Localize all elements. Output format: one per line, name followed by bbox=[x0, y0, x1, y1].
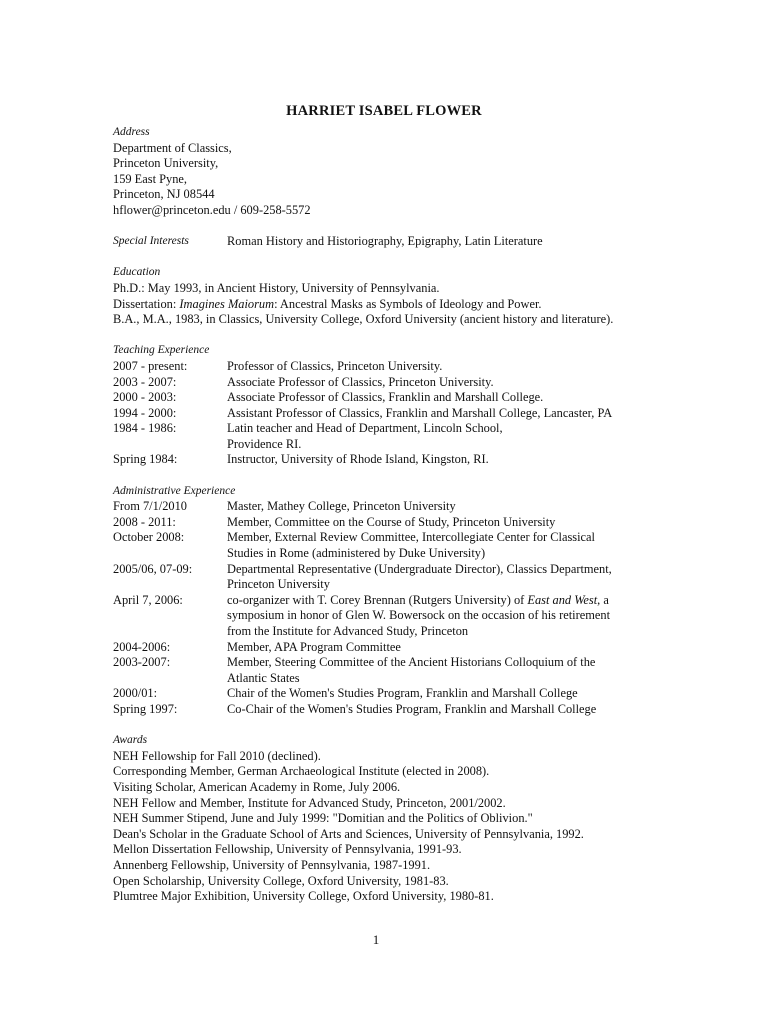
award-item: Mellon Dissertation Fellowship, University of Pennsylvania, 1991-93. bbox=[113, 842, 462, 857]
admin-date: Spring 1997: bbox=[113, 701, 178, 716]
teaching-heading: Teaching Experience bbox=[113, 344, 210, 357]
admin-section bbox=[113, 484, 673, 718]
admin-desc-cont: from the Institute for Advanced Study, Princeton bbox=[227, 624, 469, 638]
education-dissertation bbox=[113, 297, 673, 313]
admin-date: 2004-2006: bbox=[113, 639, 171, 654]
education-phd: Ph.D.: May 1993, in Ancient History, University of Pennsylvania. bbox=[113, 280, 440, 295]
admin-desc: Co-Chair of the Women's Studies Program, Franklin and Marshall College bbox=[227, 701, 597, 716]
award-item: Plumtree Major Exhibition, University College, Oxford University, 1980-81. bbox=[113, 889, 494, 904]
admin-date: October 2008: bbox=[113, 530, 185, 545]
admin-desc-part: , a bbox=[597, 592, 609, 607]
admin-row bbox=[113, 499, 673, 515]
admin-row bbox=[113, 593, 673, 640]
admin-desc-cont: Studies in Rome (administered by Duke University) bbox=[227, 546, 486, 561]
admin-desc-cont: Princeton University bbox=[227, 577, 330, 592]
symposium-title: East and West bbox=[527, 592, 598, 607]
admin-row bbox=[113, 686, 673, 702]
admin-row bbox=[113, 515, 673, 531]
admin-date: From 7/1/2010 bbox=[113, 499, 188, 514]
teaching-date: 2000 - 2003: bbox=[113, 390, 177, 405]
award-item: NEH Fellow and Member, Institute for Advanced Study, Princeton, 2001/2002. bbox=[113, 795, 506, 810]
admin-desc: Member, APA Program Committee bbox=[227, 639, 401, 654]
admin-date: 2003-2007: bbox=[113, 655, 171, 670]
admin-row bbox=[113, 530, 673, 561]
education-heading: Education bbox=[113, 266, 161, 279]
teaching-desc: Assistant Professor of Classics, Franklin and Marshall College, Lancaster, PA bbox=[227, 405, 613, 420]
teaching-date: 1994 - 2000: bbox=[113, 405, 177, 420]
admin-desc-part: co-organizer with T. Corey Brennan (Rutgers University) of bbox=[227, 592, 528, 607]
dissertation-title: Imagines Maiorum bbox=[179, 296, 275, 311]
teaching-row bbox=[113, 452, 673, 468]
awards-section bbox=[113, 733, 673, 905]
admin-desc: Member, Committee on the Course of Study, Princeton University bbox=[227, 514, 556, 529]
address-line: 159 East Pyne, bbox=[113, 171, 187, 186]
teaching-desc: Instructor, University of Rhode Island, Kingston, RI. bbox=[227, 452, 489, 467]
admin-heading: Administrative Experience bbox=[113, 484, 236, 497]
admin-row bbox=[113, 655, 673, 686]
teaching-row bbox=[113, 375, 673, 391]
teaching-desc: Associate Professor of Classics, Franklin and Marshall College. bbox=[227, 390, 544, 405]
admin-row bbox=[113, 562, 673, 593]
dissertation-label: Dissertation: bbox=[113, 296, 180, 311]
award-item: Dean's Scholar in the Graduate School of Arts and Sciences, University of Pennsylvania, 1992. bbox=[113, 826, 584, 841]
address-line: Department of Classics, bbox=[113, 140, 232, 155]
address-heading: Address bbox=[113, 126, 150, 138]
teaching-date: 2007 - present: bbox=[113, 358, 188, 373]
contact-line: hflower@princeton.edu / 609-258-5572 bbox=[113, 202, 311, 217]
awards-heading: Awards bbox=[113, 734, 148, 747]
cv-content bbox=[113, 125, 673, 905]
teaching-section bbox=[113, 343, 673, 468]
page-number: 1 bbox=[372, 932, 380, 947]
admin-desc: Member, External Review Committee, Intercollegiate Center for Classical bbox=[227, 530, 595, 545]
teaching-row bbox=[113, 359, 673, 375]
admin-date: 2000/01: bbox=[113, 686, 158, 701]
admin-desc: Departmental Representative (Undergraduate Director), Classics Department, bbox=[227, 561, 612, 576]
admin-date: 2005/06, 07-09: bbox=[113, 561, 193, 576]
special-interests-row bbox=[113, 234, 673, 250]
award-item: NEH Fellowship for Fall 2010 (declined). bbox=[113, 748, 321, 763]
teaching-date: 2003 - 2007: bbox=[113, 374, 177, 389]
award-item: Visiting Scholar, American Academy in Rome, July 2006. bbox=[113, 779, 401, 794]
education-ba: B.A., M.A., 1983, in Classics, University College, Oxford University (ancient history and literature). bbox=[113, 312, 614, 327]
address-line: Princeton University, bbox=[113, 156, 219, 171]
teaching-row bbox=[113, 421, 673, 452]
admin-desc bbox=[227, 593, 673, 609]
admin-desc-cont: Atlantic States bbox=[227, 670, 300, 685]
admin-desc: Master, Mathey College, Princeton University bbox=[227, 499, 456, 514]
admin-desc: Chair of the Women's Studies Program, Franklin and Marshall College bbox=[227, 686, 578, 701]
admin-row bbox=[113, 702, 673, 718]
dissertation-rest: : Ancestral Masks as Symbols of Ideology and Power. bbox=[274, 296, 542, 311]
admin-desc: Member, Steering Committee of the Ancient Historians Colloquium of the bbox=[227, 655, 596, 670]
award-item: NEH Summer Stipend, June and July 1999: "Domitian and the Politics of Oblivion." bbox=[113, 811, 533, 826]
award-item: Annenberg Fellowship, University of Pennsylvania, 1987-1991. bbox=[113, 857, 431, 872]
admin-date: 2008 - 2011: bbox=[113, 514, 176, 529]
teaching-desc: Professor of Classics, Princeton University. bbox=[227, 358, 443, 373]
teaching-desc-cont: Providence RI. bbox=[227, 436, 302, 451]
special-interests-text: Roman History and Historiography, Epigraphy, Latin Literature bbox=[227, 234, 543, 249]
address-section bbox=[113, 125, 673, 219]
admin-date: April 7, 2006: bbox=[113, 592, 183, 607]
education-section bbox=[113, 265, 673, 327]
special-interests-heading: Special Interests bbox=[113, 235, 189, 248]
document-title: HARRIET ISABEL FLOWER bbox=[286, 103, 482, 119]
admin-row bbox=[113, 640, 673, 656]
award-item: Open Scholarship, University College, Oxford University, 1981-83. bbox=[113, 873, 449, 888]
teaching-row bbox=[113, 406, 673, 422]
teaching-desc: Latin teacher and Head of Department, Lincoln School, bbox=[227, 421, 503, 436]
teaching-date: Spring 1984: bbox=[113, 452, 178, 467]
teaching-desc: Associate Professor of Classics, Princeton University. bbox=[227, 374, 494, 389]
teaching-row bbox=[113, 390, 673, 406]
admin-desc-cont: symposium in honor of Glen W. Bowersock on the occasion of his retirement bbox=[227, 608, 611, 623]
award-item: Corresponding Member, German Archaeological Institute (elected in 2008). bbox=[113, 764, 490, 779]
teaching-date: 1984 - 1986: bbox=[113, 421, 177, 436]
address-line: Princeton, NJ 08544 bbox=[113, 187, 215, 202]
